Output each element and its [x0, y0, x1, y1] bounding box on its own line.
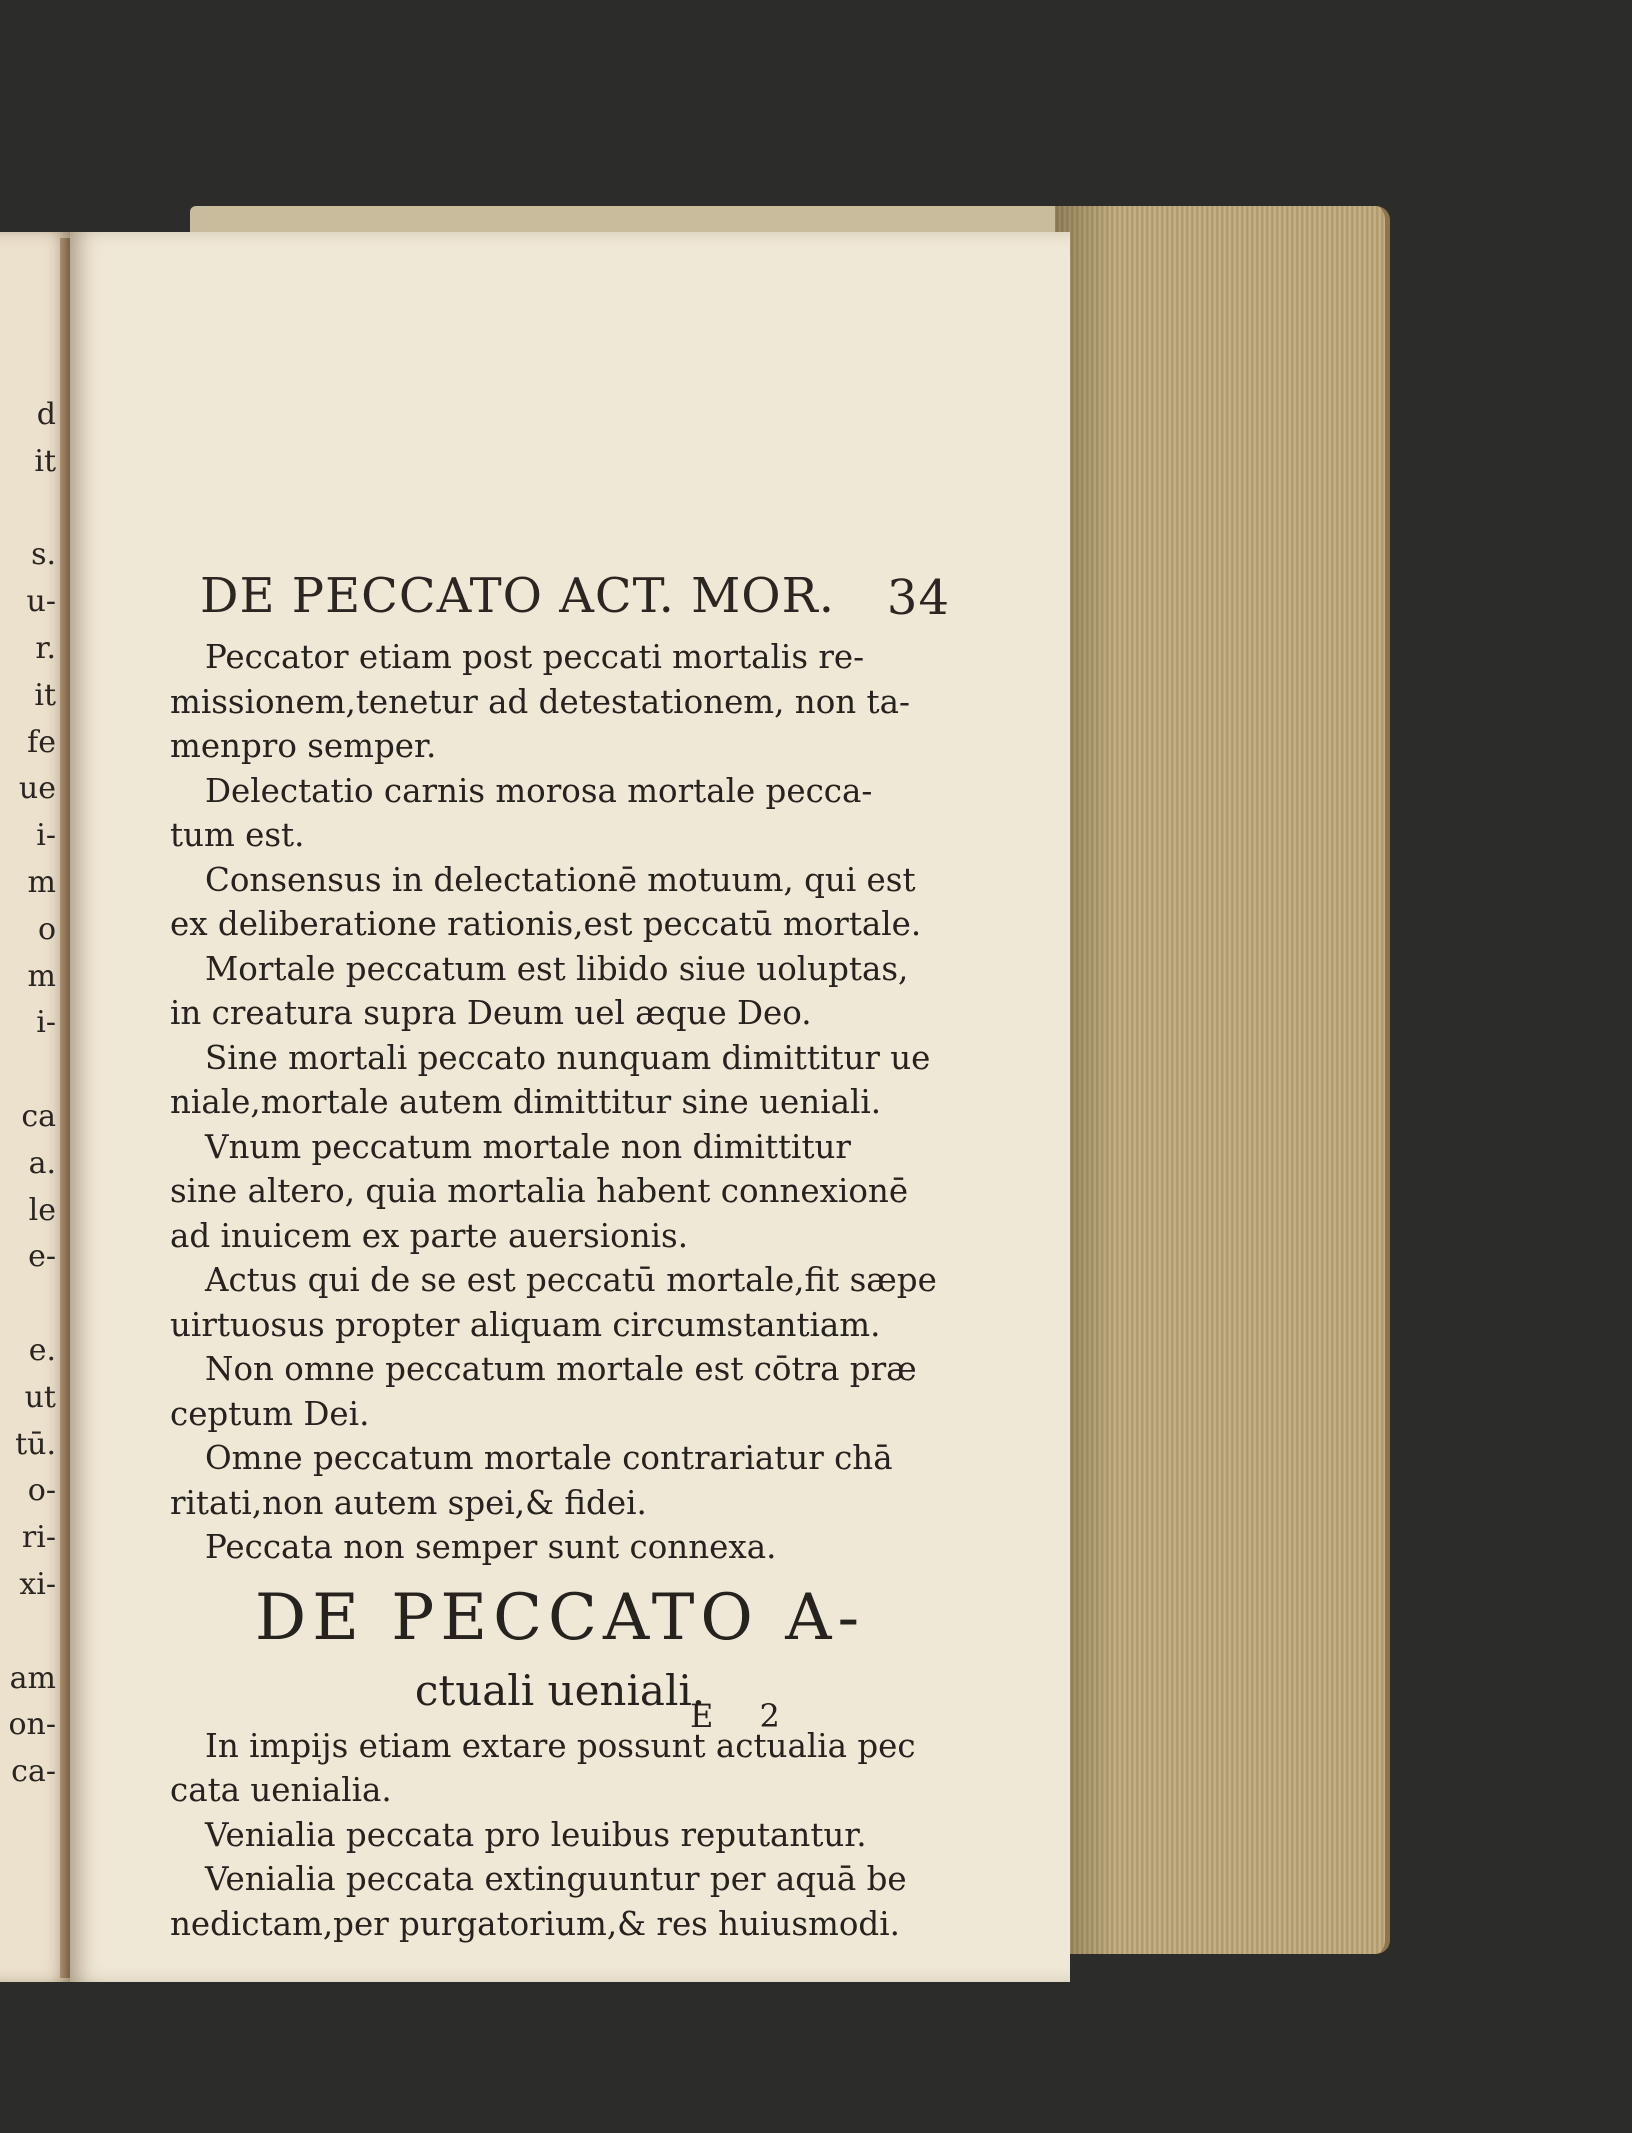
left-fragment: am: [9, 1660, 56, 1696]
text-line: ritati,non autem spei,& fidei.: [170, 1483, 647, 1522]
left-fragment: i-: [36, 818, 56, 854]
left-fragment: xi-: [19, 1566, 56, 1602]
text-line: uirtuosus propter aliquam circumstantiam.: [170, 1305, 881, 1344]
text-line: menpro semper.: [170, 727, 437, 765]
text-line: Venialia peccata extinguuntur per aquā be: [205, 1860, 907, 1898]
left-fragment: a.: [28, 1145, 56, 1181]
text-line: cata uenialia.: [170, 1771, 392, 1809]
left-fragment: ca: [21, 1098, 56, 1134]
left-fragment: [0, 1281, 60, 1328]
left-fragment: u-: [26, 584, 56, 620]
left-page-text-fragments: [0, 392, 60, 1796]
text-line: Non omne peccatum mortale est cōtra præ: [205, 1350, 917, 1388]
text-line: Sine mortali peccato nunquam dimittitur ue: [205, 1038, 931, 1077]
signature-mark: E 2: [690, 1697, 798, 1735]
left-fragment: ue: [18, 771, 56, 807]
text-line: niale,mortale autem dimittitur sine ueniali.: [170, 1083, 882, 1121]
left-fragment: o-: [27, 1473, 56, 1509]
left-fragment: fe: [27, 724, 56, 760]
left-fragment: s.: [31, 537, 56, 573]
text-line: nedictam,per purgatorium,& res huiusmodi.: [170, 1904, 900, 1943]
text-line: Peccata non semper sunt connexa.: [205, 1528, 777, 1566]
text-line: ad inuicem ex parte auersionis.: [170, 1216, 689, 1255]
running-title: DE PECCATO ACT. MOR.: [200, 568, 835, 624]
left-fragment: e-: [28, 1239, 56, 1275]
left-fragment: [0, 1047, 60, 1094]
left-fragment: tū.: [15, 1426, 56, 1462]
text-line: Vnum peccatum mortale non dimittitur: [205, 1127, 851, 1166]
text-line: In impijs etiam extare possunt actualia pec: [205, 1726, 916, 1765]
left-fragment: it: [34, 677, 56, 713]
left-fragment: ut: [24, 1379, 56, 1415]
left-fragment: [0, 486, 60, 533]
left-fragment: ca-: [11, 1754, 56, 1790]
left-fragment: on-: [8, 1707, 56, 1743]
section-heading-continued: ctuali ueniali.: [414, 1665, 706, 1715]
text-line: Mortale peccatum est libido siue uoluptas,: [205, 949, 909, 988]
text-line: in creatura supra Deum uel æque Deo.: [170, 994, 812, 1032]
left-fragment: le: [28, 1192, 56, 1228]
text-line: ceptum Dei.: [170, 1394, 370, 1433]
left-fragment: i-: [36, 1005, 56, 1041]
left-fragment: r.: [35, 630, 56, 666]
text-line: Omne peccatum mortale contrariatur chā: [205, 1439, 893, 1477]
section-heading: DE PECCATO A-: [254, 1580, 866, 1655]
text-line: Actus qui de se est peccatū mortale,fit sæpe: [205, 1261, 937, 1299]
left-fragment: o: [37, 911, 56, 947]
text-line: Delectatio carnis morosa mortale pecca-: [205, 771, 873, 810]
left-fragment: [0, 1609, 60, 1656]
left-fragment: e.: [28, 1332, 56, 1368]
text-line: missionem,tenetur ad detestationem, non ta-: [170, 682, 910, 721]
text-line: tum est.: [170, 816, 305, 854]
running-head: [200, 568, 950, 628]
text-line: sine altero, quia mortalia habent connexionē: [170, 1172, 909, 1210]
text-block: [170, 635, 950, 1946]
right-page: [70, 232, 1070, 1982]
text-line: Venialia peccata pro leuibus reputantur.: [205, 1815, 867, 1854]
page-number: 34: [886, 570, 950, 626]
left-fragment: d: [36, 397, 56, 432]
left-fragment: m: [27, 958, 56, 994]
text-line: ex deliberatione rationis,est peccatū mortale.: [170, 905, 922, 943]
text-line: Peccator etiam post peccati mortalis re-: [205, 638, 865, 676]
left-fragment: ri-: [21, 1520, 56, 1556]
text-line: Consensus in delectationē motuum, qui est: [205, 860, 916, 899]
left-fragment: m: [27, 864, 56, 900]
left-fragment: it: [34, 443, 56, 479]
